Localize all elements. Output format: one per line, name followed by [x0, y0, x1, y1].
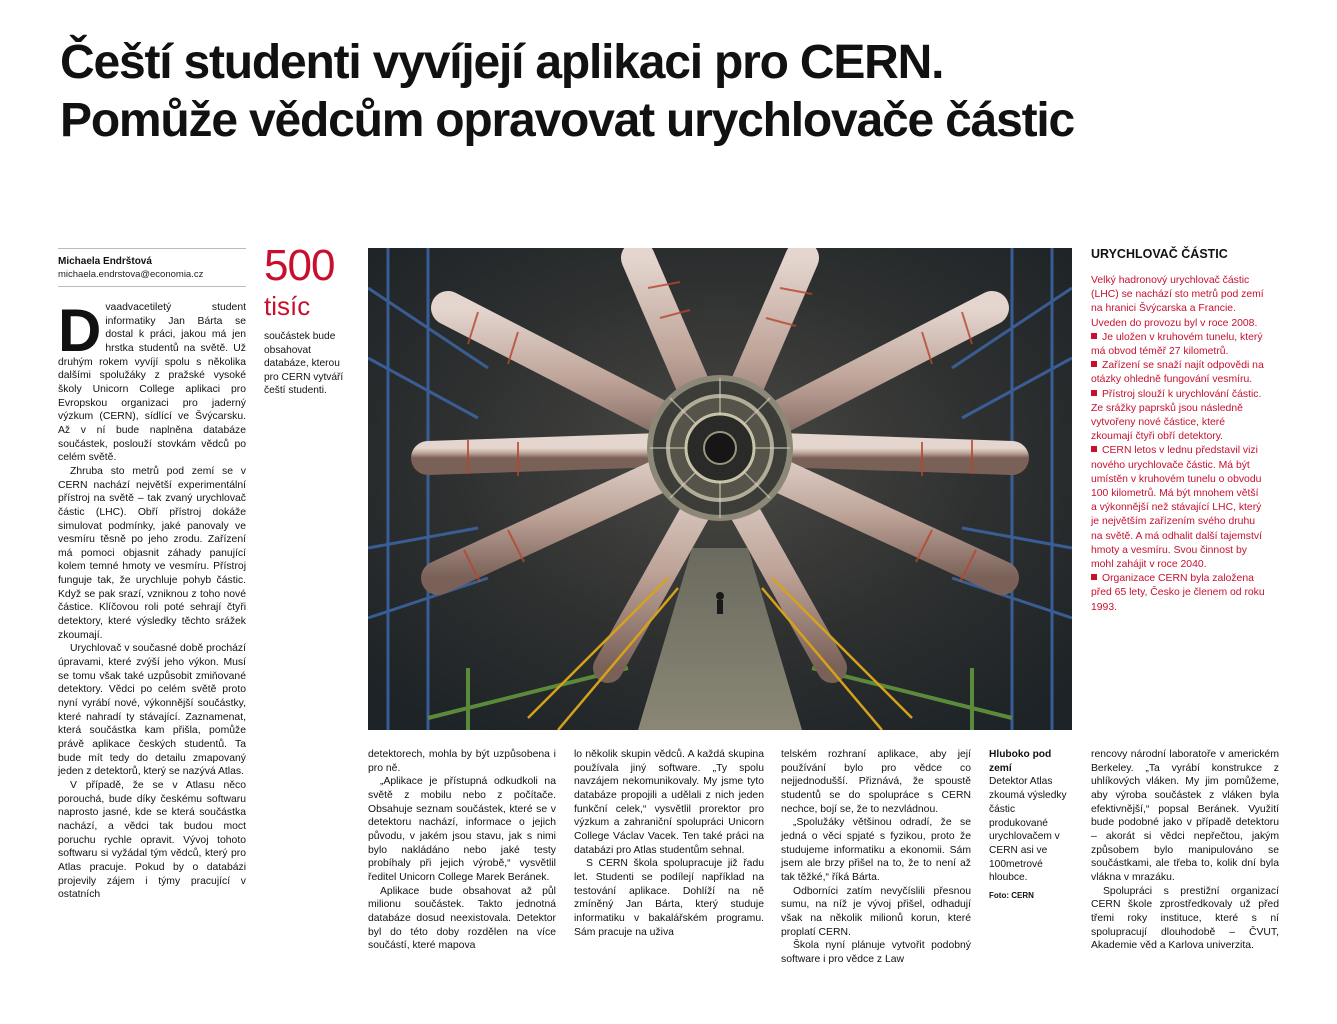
article-column-4 [781, 748, 971, 967]
photo-caption [989, 748, 1069, 903]
article-column-5 [1091, 748, 1279, 953]
author-name: Michaela Endrštová [58, 256, 152, 267]
headline-line-1: Čeští studenti vyvíjejí aplikaci pro CERN. [60, 36, 944, 89]
article-column-3 [574, 748, 764, 939]
article-column-1 [58, 297, 246, 902]
sidebar-bullet: Je uložen v kruhovém tunelu, který má obvod téměř 27 kilometrů. [1091, 331, 1263, 358]
article-headline [60, 34, 1310, 150]
byline [58, 248, 246, 287]
stat-description: součástek bude obsahovat databáze, kterou pro CERN vytváří čeští studenti. [264, 331, 344, 397]
stat-number: 500 [264, 241, 335, 290]
paragraph: „Spolužáky většinou odradí, že se jedná o věci spjaté s fyzikou, proto že studujeme informatiku a ekonomii. Sám jsem ale brzy přišel na to, že to není až tak těžké,“ říká Bárta. [781, 817, 971, 883]
stat-box [264, 242, 356, 398]
paragraph: Zhruba sto metrů pod zemí se v CERN nachází největší experimentální přístroj na světě – tak zvaný urychlovač částic (LHC). Obří přístroj dokáže simulovat podmínky, jaké panovaly ve vesmíru těsně po jeho zrodu. Zařízení má pomoci objasnit záhady panující kolem temné hmoty ve vesmíru. Přístroj funguje tak, že urychluje pohyb částic. Když se pak srazí, vzniknou z toho nové částice. Klíčovou roli poté sehrají čtyři detektory, které výsledky těchto srážek zkoumají. [58, 465, 246, 641]
drop-cap: D [58, 297, 102, 364]
sidebar-bullet: Organizace CERN byla založena před 65 lety, Česko je členem od roku 1993. [1091, 573, 1265, 613]
paragraph: rencovy národní laboratoře v americkém Berkeley. „Ta vyrábí konstrukce z uhlíkových vláken. My jim pomůžeme, aby výroba součástek z vláken byla efektivnější,“ popsal Beránek. Využití bude podobné jako v případě detektoru – akorát si vědci nepřečtou, jakým způsobem bylo manipulováno se součástkami, ale třeba to, kolik dní byla vlákna v mrazáku. [1091, 749, 1279, 883]
atlas-detector-photo [368, 248, 1072, 730]
headline-line-2: Pomůže vědcům opravovat urychlovače částic [60, 94, 1075, 147]
paragraph: telském rozhraní aplikace, aby její používání bylo pro vědce co nejjednodušší. Přiznává, že spoustě studentů se do spolupráce s CERN nechce, bojí se, že to nezvládnou. [781, 749, 971, 815]
paragraph: Odborníci zatím nevyčíslili přesnou sumu, na níž je vývoj přišel, odhadují však na několik milionů korun, které proplatí CERN. [781, 885, 971, 938]
article-column-2 [368, 748, 556, 953]
sidebar-intro: Velký hadronový urychlovač částic (LHC) se nachází sto metrů pod zemí na hranici Švýcarska a Francie. Uveden do provozu byl v roce 2008. [1091, 275, 1264, 329]
paragraph: detektorech, mohla by být uzpůsobena i pro ně. [368, 749, 556, 774]
paragraph: Urychlovač v současné době prochází úpravami, které zvýší jeho výkon. Musí se tomu však také uzpůsobit zmiňované detektory. Vědci po celém světě proto nyní vyrábí nové, výkonnější součástky, které nahradí ty stávající. Zaznamenat, která součástka kam přišla, pomůže právě aplikace českých studentů. Ta bude mít tedy do detailu zmapovaný jeden z detektorů, který se nazývá Atlas. [58, 643, 246, 778]
sidebar-bullet: CERN letos v lednu představil vizi nového urychlovače částic. Má být umístěn v kruhovém tunelu o obvodu 100 kilometrů. Má být mnohem větší a výkonnější než stávající LHC, který je největším zařízením svého druhu na světě. A má odhalit další tajemství hmoty a vesmíru. Svou činnost by mohl zahájit v roce 2040. [1091, 445, 1262, 571]
paragraph: Dvaadvacetiletý student informatiky Jan Bárta se dostal k práci, jakou má jen hrstka studentů na světě. Už druhým rokem vyvíjí spolu s několika dalšími spolužáky z pražské vysoké školy Unicorn College aplikaci pro Evropskou organizaci pro jaderný výzkum (CERN), sídlící ve Švýcarsku. Až v ní bude naplněna databáze součástek, poslouží stovkám vědců po celém světě. [58, 297, 246, 464]
bullet-square-icon [1091, 574, 1097, 580]
paragraph: S CERN škola spolupracuje již řadu let. Studenti se podílejí například na testování aplikace. Dohlíží na ně zmíněný Jan Bárta, který studuje informatiku v bakalářském programu. Sám pracuje na uživa [574, 858, 764, 938]
sidebar-box [1091, 246, 1267, 615]
sidebar-title: URYCHLOVAČ ČÁSTIC [1091, 247, 1228, 261]
bullet-square-icon [1091, 333, 1097, 339]
bullet-square-icon [1091, 361, 1097, 367]
paragraph: „Aplikace je přístupná odkudkoli na světě z mobilu nebo z počítače. Obsahuje seznam součástek, které se v detektoru nachází, informace o jejich původu, v jakém jsou stavu, jak s nimi bylo nakládáno nebo jaké testy probíhaly při jejich výrobě,“ vysvětlil ředitel Unicorn College Marek Beránek. [368, 776, 556, 883]
sidebar-bullet: Zařízení se snaží najít odpovědi na otázky ohledně fungování vesmíru. [1091, 360, 1264, 386]
stat-unit: tisíc [264, 291, 311, 321]
paragraph: lo několik skupin vědců. A každá skupina používala jiný software. „Ty spolu navzájem nekomunikovaly. My jsme tyto databáze propojili a udělali z nich jeden funkční celek,“ vysvětlil prorektor pro výzkum a zahraniční spolupráci Unicorn College Václav Vacek. Ten také práci na databázi pro Atlas studentům sehnal. [574, 749, 764, 856]
caption-text: Detektor Atlas zkoumá výsledky částic produkované urychlovačem v CERN asi ve 100metrové hloubce. [989, 776, 1067, 884]
bullet-square-icon [1091, 446, 1097, 452]
paragraph: V případě, že se v Atlasu něco porouchá, bude díky českému softwaru naprosto jasné, kde se která součástka nachází, a vědci tak budou moct poruchu rychle opravit. Vývoj tohoto softwaru si vyžádal tým vědců, který pro Atlas pracuje. Pokud by o databázi projevily zájem i týmy pracující v ostatních [58, 779, 246, 901]
bullet-square-icon [1091, 390, 1097, 396]
paragraph: Škola nyní plánuje vytvořit podobný software i pro vědce z Law [781, 940, 971, 965]
paragraph: Aplikace bude obsahovat až půl milionu součástek. Takto jednotná databáze dosud neexistovala. Detektor byl do této doby rozdělen na více součástí, které mapova [368, 885, 556, 952]
photo-credit: Foto: CERN [989, 891, 1034, 901]
caption-title: Hluboko pod zemí [989, 749, 1052, 774]
sidebar-bullet: Přístroj slouží k urychlování částic. Ze srážky paprsků jsou následně vytvořeny nové částice, které zkoumají čtyři obří detektory. [1091, 388, 1262, 443]
author-email[interactable]: michaela.endrstova@economia.cz [58, 269, 204, 280]
paragraph: Spolupráci s prestižní organizací CERN škole zprostředkovaly už před třemi roky instituce, které s ní spolupracují dlouhodobě – ČVUT, Akademie věd a Karlova univerzita. [1091, 885, 1279, 952]
